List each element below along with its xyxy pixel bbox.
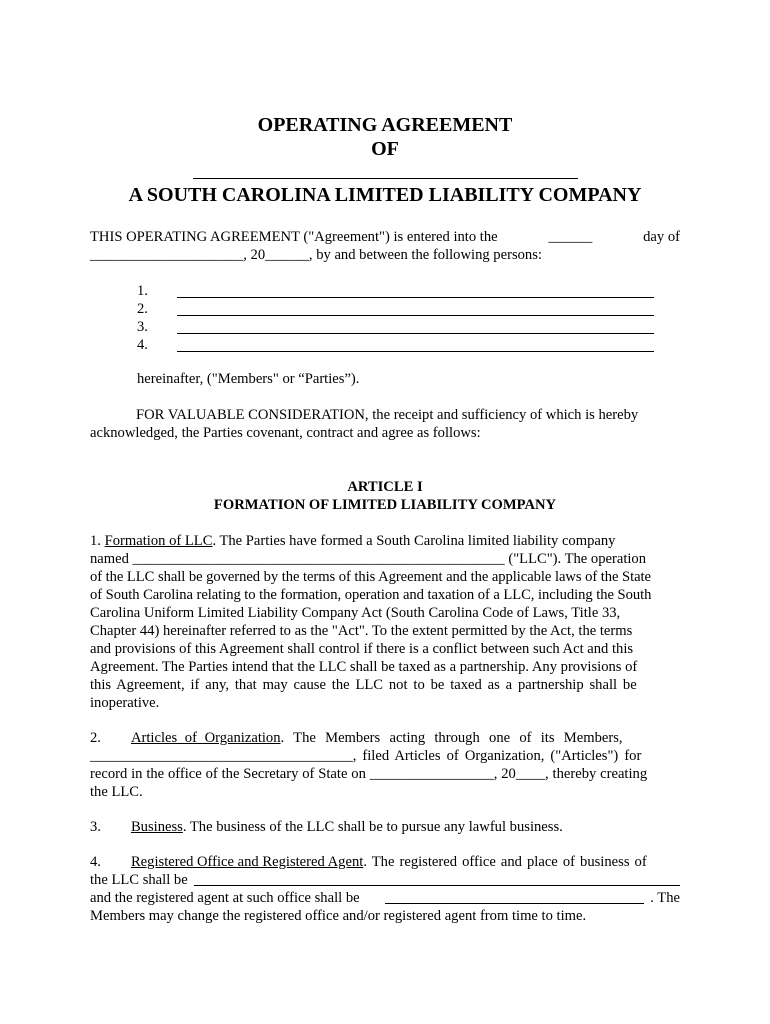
- section-number: 2.: [90, 730, 101, 746]
- company-name-blank: [193, 178, 578, 179]
- section-number: 1.: [90, 533, 101, 549]
- section-number: 4.: [90, 854, 101, 870]
- person-blank-line: [177, 351, 654, 352]
- list-item: [137, 282, 657, 300]
- section-4-text-1: the LLC shall be: [90, 872, 188, 888]
- section-4-text-3: . The: [650, 890, 680, 906]
- section-3: [90, 818, 680, 836]
- section-4: [90, 853, 680, 925]
- intro-paragraph: [90, 228, 680, 264]
- list-item: [137, 318, 657, 336]
- document-title-of: OF: [371, 138, 399, 160]
- section-1-line: Chapter 44) hereinafter referred to as the "Act". To the extent permitted by the Act, the terms: [90, 623, 633, 639]
- persons-list: [137, 282, 657, 354]
- list-item-number: 1.: [137, 283, 148, 299]
- article-number: ARTICLE I: [347, 479, 423, 495]
- section-1-text-0: . The Parties have formed a South Carolina limited liability company: [212, 533, 616, 549]
- document-title: OPERATING AGREEMENT: [257, 114, 513, 136]
- section-1-lead: [90, 532, 615, 550]
- section-2-text-0: . The Members acting through one of its Members,: [280, 730, 623, 746]
- section-2-line: [90, 729, 680, 747]
- section-heading: Formation of LLC: [104, 533, 213, 549]
- section-1-line: named ___________________________________________________ ("LLC"). The operation: [90, 551, 647, 567]
- section-1-line: inoperative.: [90, 695, 160, 711]
- section-2-line: the LLC.: [90, 784, 143, 800]
- list-item: [137, 336, 657, 354]
- list-item: [137, 300, 657, 318]
- section-4-line: Members may change the registered office and/or registered agent from time to time.: [90, 908, 587, 924]
- document-subtitle: A SOUTH CAROLINA LIMITED LIABILITY COMPANY: [128, 184, 642, 206]
- registered-office-blank: [194, 871, 680, 886]
- person-blank-line: [177, 333, 654, 334]
- person-blank-line: [177, 297, 654, 298]
- section-4-text-0: . The registered office and place of business of: [363, 854, 647, 870]
- section-2: [90, 729, 680, 801]
- intro-line-2: _____________________, 20______, by and between the following persons:: [90, 247, 542, 263]
- section-heading: Articles of Organization: [130, 730, 281, 746]
- list-item-number: 4.: [137, 337, 148, 353]
- intro-text-c: day of: [643, 229, 680, 245]
- section-1-line: Carolina Uniform Limited Liability Company Act (South Carolina Code of Laws, Title 33,: [90, 605, 621, 621]
- section-1-line: this Agreement, if any, that may cause the LLC not to be taxed as a partnership shall be: [90, 677, 637, 693]
- registered-agent-blank: [385, 889, 644, 904]
- section-heading: Registered Office and Registered Agent: [130, 854, 364, 870]
- section-1-line: Agreement. The Parties intend that the LLC shall be taxed as a partnership. Any provisions of: [90, 659, 638, 675]
- section-1-line: [90, 532, 680, 550]
- section-2-line: ____________________________________, filed Articles of Organization, ("Articles") for: [90, 748, 642, 764]
- day-blank: ______: [548, 229, 593, 245]
- section-1: [90, 532, 680, 712]
- list-item-number: 3.: [137, 319, 148, 335]
- section-4-text-2: and the registered agent at such office shall be: [90, 890, 360, 906]
- article-title: FORMATION OF LIMITED LIABILITY COMPANY: [213, 497, 557, 513]
- section-number: 3.: [90, 819, 101, 835]
- section-1-line: of South Carolina relating to the formation, operation and taxation of a LLC, including the South: [90, 587, 652, 603]
- hereinafter-text: hereinafter, ("Members" or “Parties”).: [137, 371, 360, 387]
- section-2-line: record in the office of the Secretary of State on _________________, 20____, thereby creating: [90, 766, 648, 782]
- consideration-paragraph: [90, 406, 680, 442]
- section-1-line: and provisions of this Agreement shall control if there is a conflict between such Act and this: [90, 641, 634, 657]
- consideration-line-2: acknowledged, the Parties covenant, contract and agree as follows:: [90, 425, 481, 441]
- consideration-line-1: FOR VALUABLE CONSIDERATION, the receipt and sufficiency of which is hereby: [136, 407, 639, 423]
- section-3-text: . The business of the LLC shall be to pursue any lawful business.: [182, 819, 563, 835]
- section-1-line: of the LLC shall be governed by the terms of this Agreement and the applicable laws of the State: [90, 569, 651, 585]
- section-heading: Business: [130, 819, 183, 835]
- section-4-line: [90, 871, 680, 889]
- intro-text-a: THIS OPERATING AGREEMENT ("Agreement") is entered into the: [90, 229, 498, 245]
- list-item-number: 2.: [137, 301, 148, 317]
- intro-line-1: [90, 228, 680, 246]
- section-3-line: [90, 818, 680, 836]
- section-4-line: [90, 889, 680, 907]
- section-4-line: [90, 853, 680, 871]
- person-blank-line: [177, 315, 654, 316]
